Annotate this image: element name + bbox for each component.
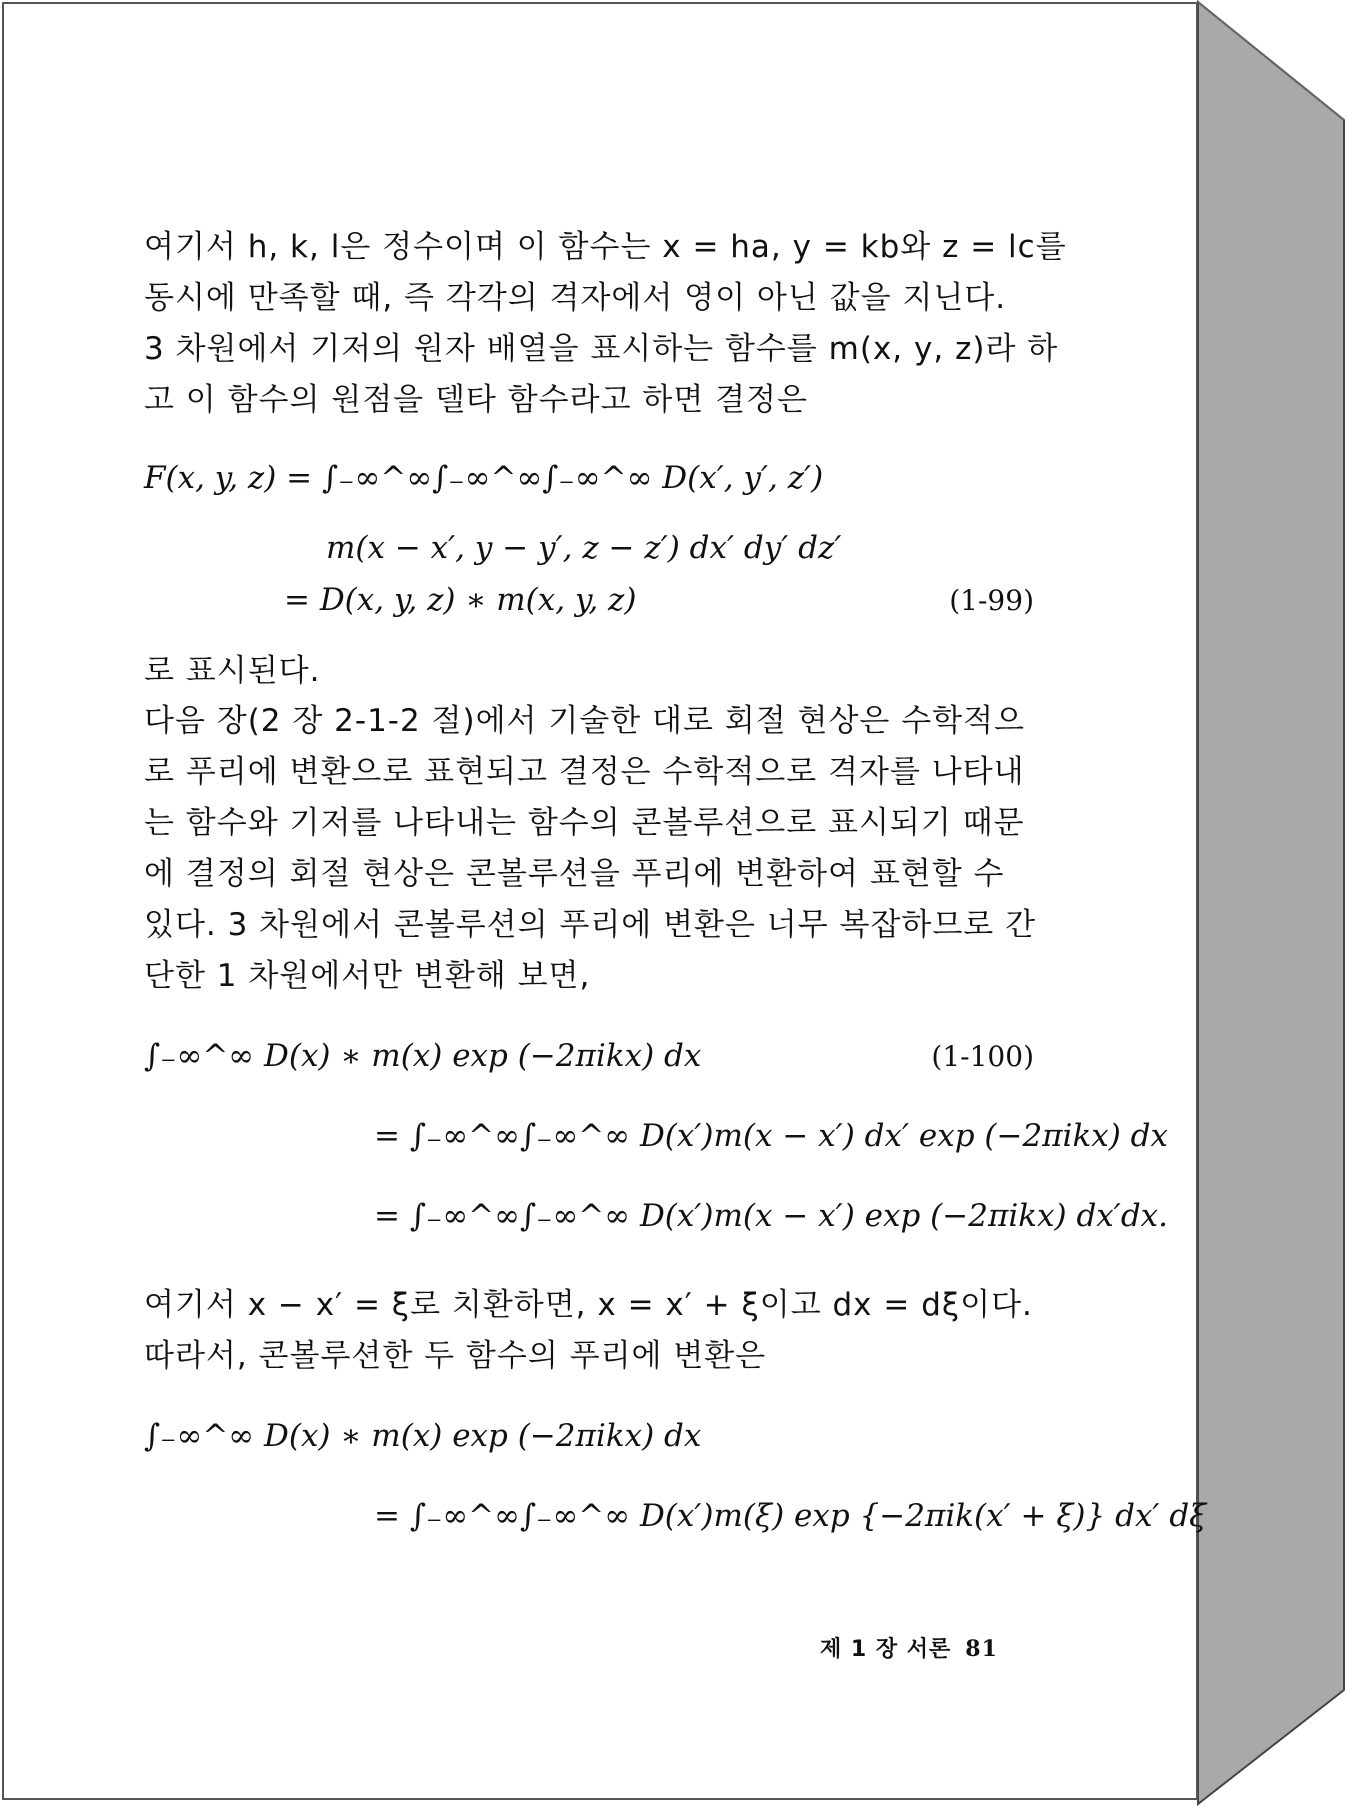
equation-1-100-line-3 <box>144 1190 1169 1250</box>
page-number: 81 <box>965 1636 998 1662</box>
equation-1-99-line-3 <box>144 574 1034 634</box>
equation-1-99-line-2 <box>144 522 1034 582</box>
equation-text: ∫₋∞^∞ D(x) ∗ m(x) exp (−2πikx) dx <box>144 1038 702 1074</box>
equation-text: = ∫₋∞^∞∫₋∞^∞ D(x′)m(x − x′) dx′ exp (−2πikx) dx <box>374 1118 1169 1154</box>
equation-fourier-line-2 <box>144 1490 1207 1550</box>
paragraph-diffraction <box>144 696 1044 1002</box>
text-line: 로 표시된다. <box>144 653 321 689</box>
equation-text: = ∫₋∞^∞∫₋∞^∞ D(x′)m(ξ) exp {−2πik(x′ + ξ)} dx′ dξ <box>374 1498 1207 1534</box>
text-line: 동시에 만족할 때, 즉 각각의 격자에서 영이 아닌 값을 지닌다. <box>144 280 1007 316</box>
page-footer <box>820 1632 998 1663</box>
text-line: 단한 1 차원에서만 변환해 보면, <box>144 958 591 994</box>
equation-number: (1-99) <box>949 584 1034 617</box>
equation-1-100-line-1 <box>144 1030 1034 1090</box>
equation-text: F(x, y, z) = ∫₋∞^∞∫₋∞^∞∫₋∞^∞ D(x′, y′, z′) <box>144 460 824 496</box>
equation-1-99-line-1 <box>144 452 1034 512</box>
equation-1-100-line-2 <box>144 1110 1169 1170</box>
text-line: 에 결정의 회절 현상은 콘볼루션을 푸리에 변환하여 표현할 수 <box>144 856 1005 892</box>
text-line: 여기서 h, k, l은 정수이며 이 함수는 x = ha, y = kb와 z = lc를 <box>144 229 1067 265</box>
equation-text: m(x − x′, y − y′, z − z′) dx′ dy′ dz′ <box>326 530 842 566</box>
text-line: 여기서 x − x′ = ξ로 치환하면, x = x′ + ξ이고 dx = dξ이다. <box>144 1287 1033 1323</box>
text-line: 는 함수와 기저를 나타내는 함수의 콘볼루션으로 표시되기 때문 <box>144 805 1025 841</box>
paragraph-substitution <box>144 1280 1044 1382</box>
paragraph-result <box>144 646 1044 697</box>
equation-text: ∫₋∞^∞ D(x) ∗ m(x) exp (−2πikx) dx <box>144 1418 702 1454</box>
equation-number: (1-100) <box>931 1040 1034 1073</box>
equation-text: = ∫₋∞^∞∫₋∞^∞ D(x′)m(x − x′) exp (−2πikx) dx′dx. <box>374 1198 1169 1234</box>
equation-fourier-line-1 <box>144 1410 1034 1470</box>
text-line: 다음 장(2 장 2-1-2 절)에서 기술한 대로 회절 현상은 수학적으 <box>144 703 1026 739</box>
text-line: 3 차원에서 기저의 원자 배열을 표시하는 함수를 m(x, y, z)라 하 <box>144 331 1059 367</box>
text-line: 있다. 3 차원에서 콘볼루션의 푸리에 변환은 너무 복잡하므로 간 <box>144 907 1037 943</box>
paragraph-intro <box>144 222 1067 426</box>
chapter-title: 제 1 장 서론 <box>820 1637 952 1662</box>
text-line: 따라서, 콘볼루션한 두 함수의 푸리에 변환은 <box>144 1338 767 1374</box>
equation-text: = D(x, y, z) ∗ m(x, y, z) <box>284 582 637 618</box>
text-line: 로 푸리에 변환으로 표현되고 결정은 수학적으로 격자를 나타내 <box>144 754 1025 790</box>
text-line: 고 이 함수의 원점을 델타 함수라고 하면 결정은 <box>144 382 808 418</box>
